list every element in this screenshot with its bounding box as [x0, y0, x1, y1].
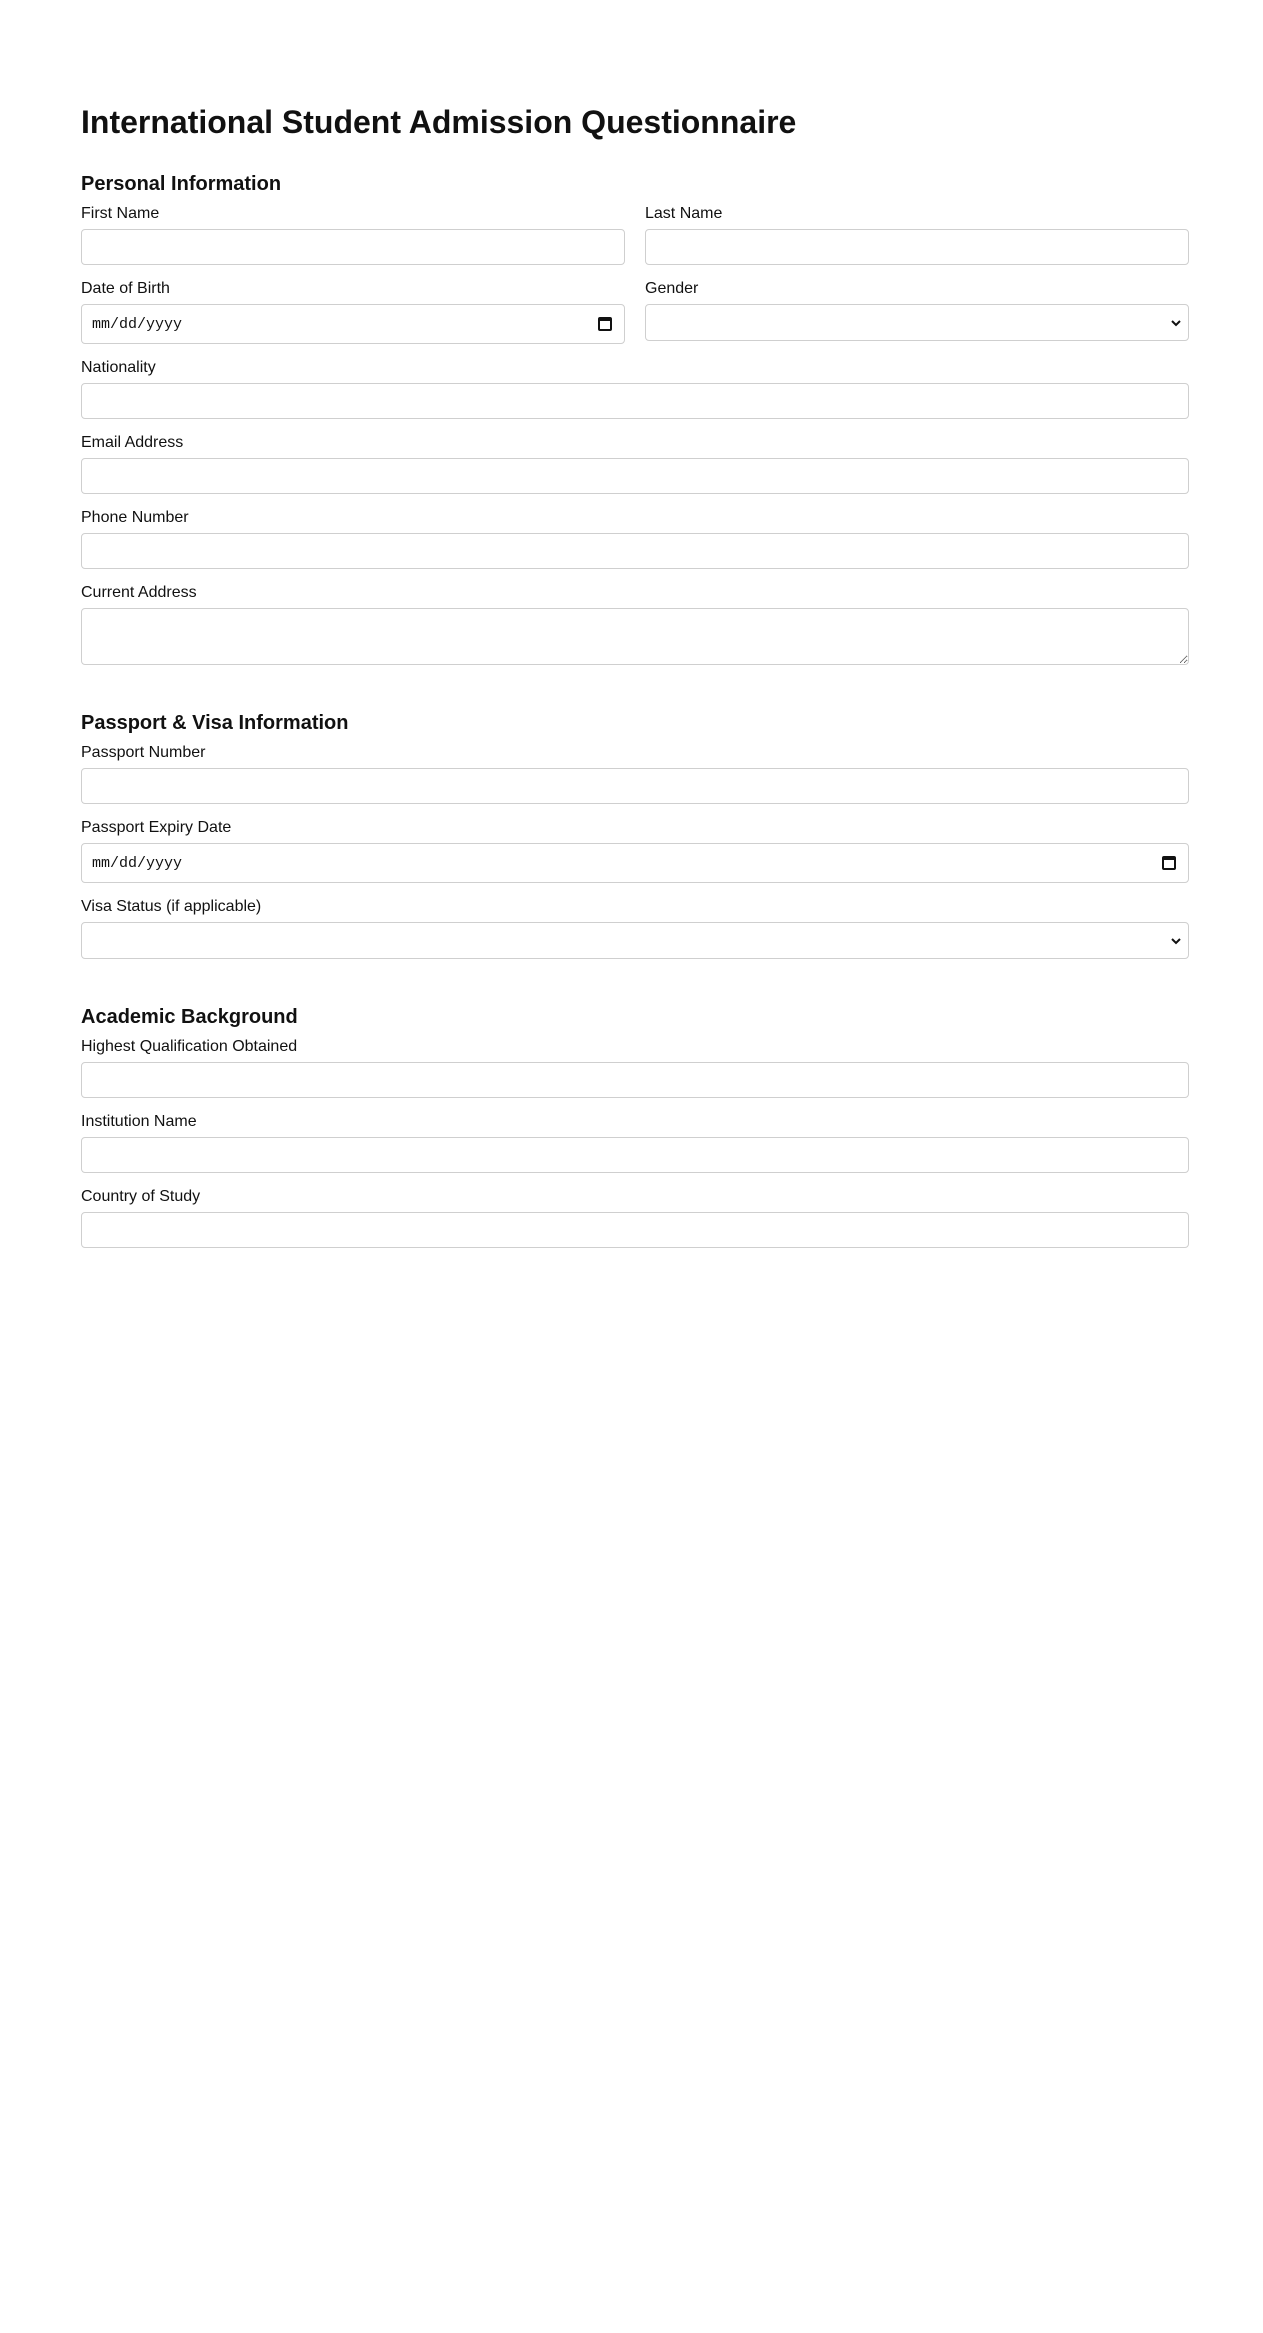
name-row [81, 204, 1189, 279]
address-label: Current Address [81, 584, 197, 601]
personal-information-section [81, 172, 1189, 665]
country-of-study-field-group [81, 1187, 1189, 1248]
passport-visa-section [81, 711, 1189, 959]
gender-field-group [645, 279, 1189, 344]
address-field-group [81, 583, 1189, 665]
admission-form [81, 100, 1189, 1294]
chevron-down-icon [1170, 317, 1182, 329]
gender-label: Gender [645, 280, 699, 297]
institution-input[interactable] [81, 1137, 1189, 1173]
institution-field-group [81, 1112, 1189, 1173]
dob-date-input[interactable] [81, 304, 625, 344]
personal-information-heading: Personal Information [81, 173, 282, 195]
nationality-input[interactable] [81, 383, 1189, 419]
address-textarea[interactable] [81, 608, 1189, 665]
passport-expiry-label: Passport Expiry Date [81, 819, 232, 836]
email-field-group [81, 433, 1189, 494]
email-input[interactable] [81, 458, 1189, 494]
phone-label: Phone Number [81, 509, 189, 526]
dob-label: Date of Birth [81, 280, 170, 297]
page-title: International Student Admission Questionnaire [81, 104, 797, 140]
qualification-input[interactable] [81, 1062, 1189, 1098]
passport-number-field-group [81, 743, 1189, 804]
first-name-input[interactable] [81, 229, 625, 265]
last-name-field-group [645, 204, 1189, 265]
country-of-study-label: Country of Study [81, 1188, 201, 1205]
dob-gender-row [81, 279, 1189, 358]
visa-status-field-group [81, 897, 1189, 959]
last-name-label: Last Name [645, 205, 723, 222]
passport-expiry-field-group [81, 818, 1189, 883]
email-label: Email Address [81, 434, 184, 451]
chevron-down-icon [1170, 935, 1182, 947]
passport-expiry-date-input[interactable] [81, 843, 1189, 883]
qualification-label: Highest Qualification Obtained [81, 1038, 298, 1055]
first-name-field-group [81, 204, 625, 265]
passport-number-label: Passport Number [81, 744, 206, 761]
phone-input[interactable] [81, 533, 1189, 569]
qualification-field-group [81, 1037, 1189, 1098]
nationality-field-group [81, 358, 1189, 419]
visa-status-select[interactable] [81, 922, 1189, 959]
nationality-label: Nationality [81, 359, 156, 376]
dob-field-group [81, 279, 625, 344]
last-name-input[interactable] [645, 229, 1189, 265]
passport-number-input[interactable] [81, 768, 1189, 804]
passport-visa-heading: Passport & Visa Information [81, 712, 349, 734]
academic-background-heading: Academic Background [81, 1006, 298, 1028]
phone-field-group [81, 508, 1189, 569]
calendar-icon[interactable] [1162, 856, 1176, 870]
academic-background-section [81, 1005, 1189, 1248]
passport-expiry-placeholder: mm/dd/yyyy [92, 854, 183, 872]
institution-label: Institution Name [81, 1113, 197, 1130]
country-of-study-input[interactable] [81, 1212, 1189, 1248]
first-name-label: First Name [81, 205, 160, 222]
gender-select[interactable] [645, 304, 1189, 341]
calendar-icon[interactable] [598, 317, 612, 331]
visa-status-label: Visa Status (if applicable) [81, 898, 262, 915]
dob-date-placeholder: mm/dd/yyyy [92, 315, 183, 333]
